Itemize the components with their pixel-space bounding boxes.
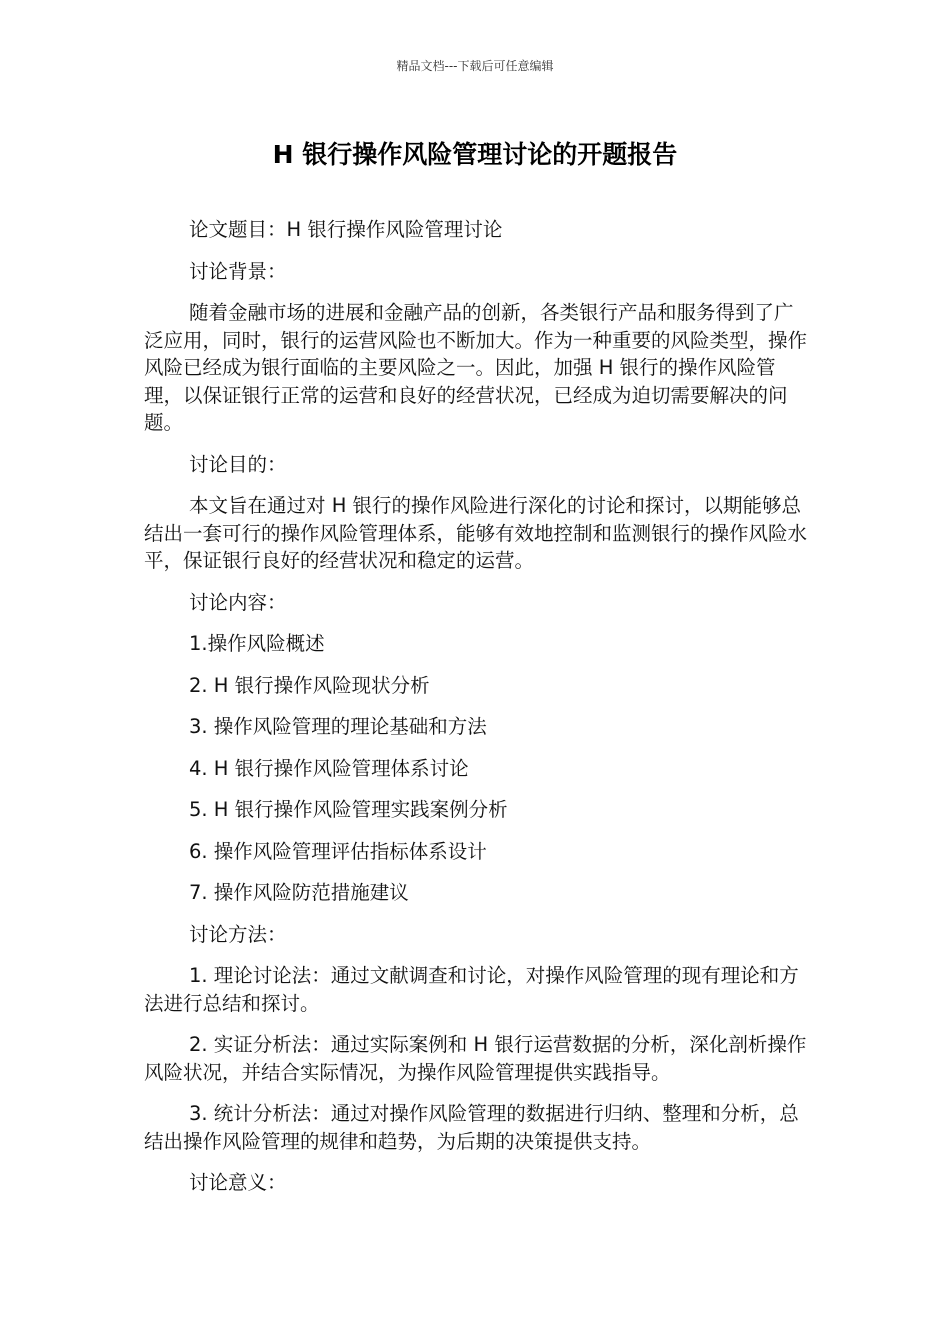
content-list-item: 2. H 银行操作风险现状分析 xyxy=(189,673,430,697)
method-list-item: 3. 统计分析法：通过对操作风险管理的数据进行归纳、整理和分析，总结出操作风险管理的规律和趋势，为后期的决策提供支持。 xyxy=(144,1102,799,1153)
section-heading-method: 讨论方法： xyxy=(189,922,287,946)
method-list-item: 1. 理论讨论法：通过文献调查和讨论，对操作风险管理的现有理论和方法进行总结和探讨。 xyxy=(144,964,799,1015)
content-list-item: 6. 操作风险管理评估指标体系设计 xyxy=(189,839,487,863)
method-list-item: 2. 实证分析法：通过实际案例和 H 银行运营数据的分析，深化剖析操作风险状况，并结合实际情况，为操作风险管理提供实践指导。 xyxy=(144,1033,807,1084)
section-heading-purpose: 讨论目的： xyxy=(189,452,287,476)
content-list-item: 5. H 银行操作风险管理实践案例分析 xyxy=(189,798,508,821)
section-heading-significance: 讨论意义： xyxy=(189,1171,287,1194)
content-list-item: 1.操作风险概述 xyxy=(189,632,325,655)
content-list-item: 4. H 银行操作风险管理体系讨论 xyxy=(189,756,469,780)
thesis-topic-line: 论文题目：H 银行操作风险管理讨论 xyxy=(189,218,503,241)
document-body xyxy=(144,216,808,1211)
purpose-paragraph: 本文旨在通过对 H 银行的操作风险进行深化的讨论和探讨，以期能够总结出一套可行的操作风险管理体系，能够有效地控制和监测银行的操作风险水平，保证银行良好的经营状况和稳定的运营。 xyxy=(144,494,808,572)
document-title: H 银行操作风险管理讨论的开题报告 xyxy=(272,140,678,169)
section-heading-content: 讨论内容： xyxy=(189,590,287,614)
content-list-item: 3. 操作风险管理的理论基础和方法 xyxy=(189,715,487,738)
header-note: 精品文档---下载后可任意编辑 xyxy=(396,59,554,73)
content-list-item: 7. 操作风险防范措施建议 xyxy=(189,881,409,904)
background-paragraph: 随着金融市场的进展和金融产品的创新，各类银行产品和服务得到了广泛应用，同时，银行的运营风险也不断加大。作为一种重要的风险类型，操作风险已经成为银行面临的主要风险之一。因此，加强 H 银行的操作风险管理，以保证银行正常的运营和良好的经营状况，已经成为迫切需要解决的问题。 xyxy=(144,301,808,434)
section-heading-background: 讨论背景： xyxy=(189,259,287,283)
